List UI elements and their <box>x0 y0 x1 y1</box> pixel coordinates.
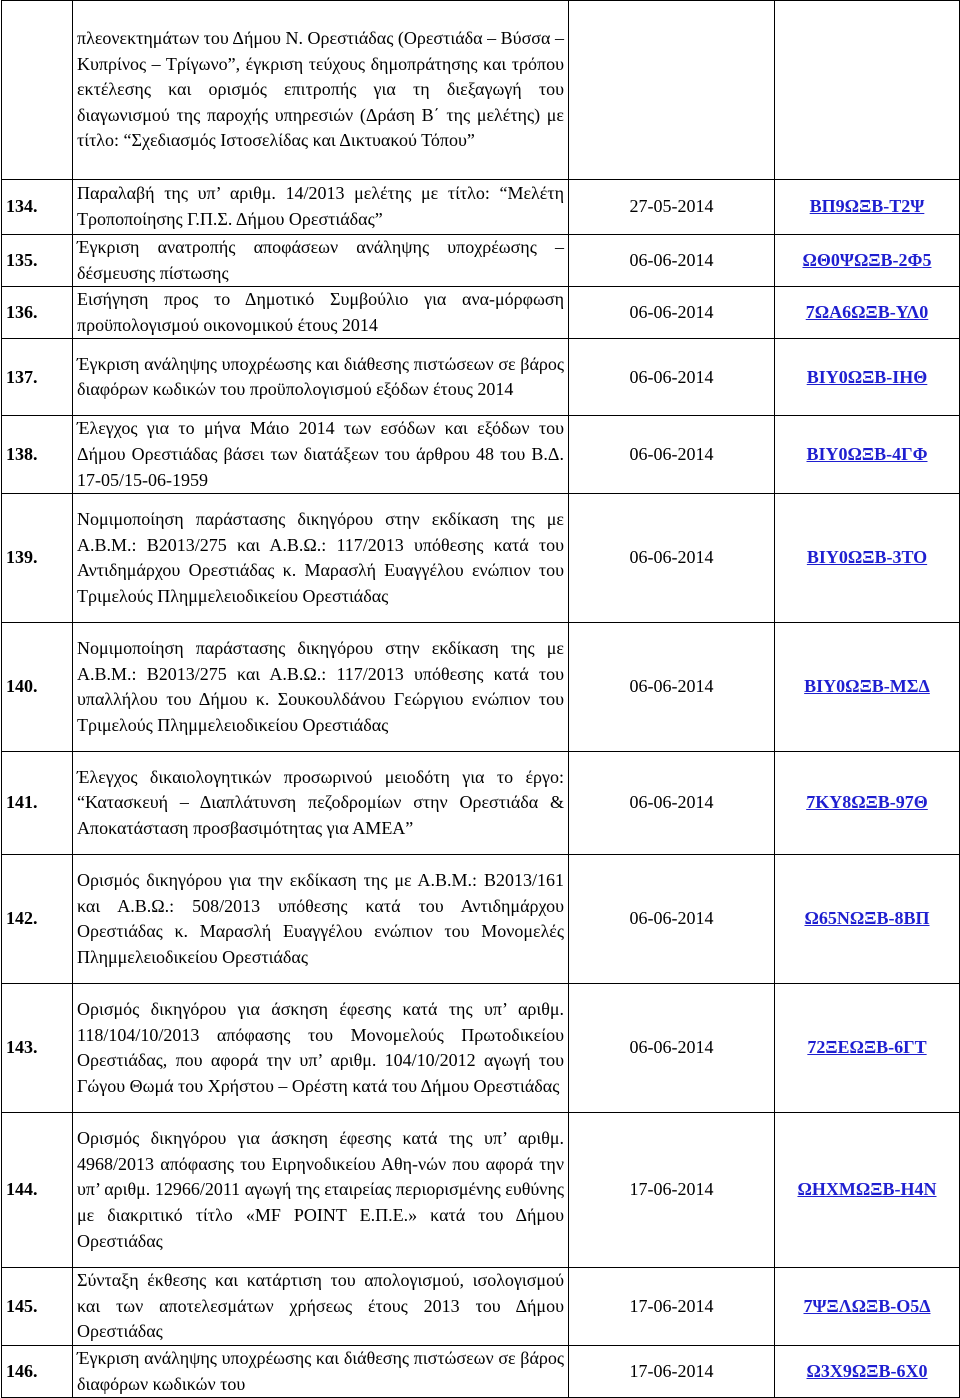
table-row <box>2 1268 960 1346</box>
table-row <box>2 235 960 287</box>
table-row <box>2 752 960 855</box>
decision-number: 139. <box>2 494 73 623</box>
decision-number: 144. <box>2 1113 73 1268</box>
table-row <box>2 180 960 235</box>
decisions-table <box>1 0 960 1398</box>
decision-description: Ορισμός δικηγόρου για άσκηση έφεσης κατά της υπ’ αριθμ. 4968/2013 απόφασης του Ειρηνοδικείου Αθη-νών που αφορά την υπ’ αριθμ. 12966/2011 αγωγή της εταιρείας περιορισμένης ευθύνης με διακριτικό τίτλο «MF POINT Ε.Π.Ε.» κατά του Δήμου Ορεστιάδας <box>73 1113 569 1268</box>
ada-link[interactable]: ΒΙΥ0ΩΞΒ-ΜΣΔ <box>804 676 930 697</box>
decision-number: 141. <box>2 752 73 855</box>
ada-cell <box>775 1268 960 1346</box>
ada-cell <box>775 855 960 984</box>
decision-description: Ορισμός δικηγόρου για την εκδίκαση της με Α.Β.Μ.: Β2013/161 και Α.Β.Ω.: 508/2013 υπόθεσης κατά του Αντιδημάρχου Ορεστιάδας κ. Μαρασλή Ευαγγέλου ενώπιον του Μονομελές Πλημμελειοδικείου Ορεστιάδας <box>73 855 569 984</box>
table-row <box>2 623 960 752</box>
decision-description: Έλεγχος για το μήνα Μάιο 2014 των εσόδων και εξόδων του Δήμου Ορεστιάδας βάσει των διατάξεων του άρθρου 48 του Β.Δ. 17-05/15-06-1959 <box>73 416 569 494</box>
ada-cell <box>775 339 960 416</box>
ada-link[interactable]: Ω65ΝΩΞΒ-8ΒΠ <box>804 908 930 929</box>
ada-cell <box>775 1345 960 1397</box>
decision-number: 145. <box>2 1268 73 1346</box>
ada-cell <box>775 984 960 1113</box>
decision-number: 146. <box>2 1345 73 1397</box>
decision-description: Έλεγχος δικαιολογητικών προσωρινού μειοδότη για το έργο: “Κατασκευή – Διαπλάτυνση πεζοδρομίων στην Ορεστιάδα & Αποκατάσταση προσβασιμότητας για ΑΜΕΑ” <box>73 752 569 855</box>
decision-description: πλεονεκτημάτων του Δήμου Ν. Ορεστιάδας (Ορεστιάδα – Βύσσα – Κυπρίνος – Τρίγωνο”, έγκριση τεύχους δημοπράτησης και τρόπου εκτέλεσης και ορισμός επιτροπής για τη διεξαγωγή του διαγωνισμού της παροχής υπηρεσιών (Δράση Β΄ της μελέτης) με τίτλο: “Σχεδιασμός Ιστοσελίδας και Δικτυακού Τόπου” <box>73 1 569 180</box>
decision-description: Εισήγηση προς το Δημοτικό Συμβούλιο για ανα-μόρφωση προϋπολογισμού οικονομικού έτους 2014 <box>73 287 569 339</box>
decision-date: 06-06-2014 <box>569 623 775 752</box>
decision-date: 06-06-2014 <box>569 235 775 287</box>
decision-number: 134. <box>2 180 73 235</box>
decision-number <box>2 1 73 180</box>
ada-link[interactable]: 72ΞΕΩΞΒ-6ΓΤ <box>807 1037 927 1058</box>
decision-number: 136. <box>2 287 73 339</box>
decision-date: 06-06-2014 <box>569 287 775 339</box>
ada-link[interactable]: 7ΨΞΛΩΞΒ-Ο5Δ <box>803 1295 931 1316</box>
table-row <box>2 1345 960 1397</box>
ada-cell <box>775 494 960 623</box>
table-row <box>2 855 960 984</box>
ada-link[interactable]: 7ΚΥ8ΩΞΒ-97Θ <box>806 792 928 813</box>
ada-link[interactable]: ΒΙΥ0ΩΞΒ-ΙΗΘ <box>806 366 928 387</box>
decision-number: 137. <box>2 339 73 416</box>
table-row <box>2 1 960 180</box>
decision-date: 17-06-2014 <box>569 1113 775 1268</box>
decision-date: 06-06-2014 <box>569 984 775 1113</box>
decision-date: 06-06-2014 <box>569 494 775 623</box>
decision-number: 143. <box>2 984 73 1113</box>
decision-date: 06-06-2014 <box>569 339 775 416</box>
ada-link[interactable]: ΒΙΥ0ΩΞΒ-4ΓΦ <box>806 443 928 464</box>
decision-description: Σύνταξη έκθεσης και κατάρτιση του απολογισμού, ισολογισμού και των αποτελεσμάτων χρήσεως έτους 2013 του Δήμου Ορεστιάδας <box>73 1268 569 1346</box>
decision-date: 17-06-2014 <box>569 1345 775 1397</box>
decision-number: 140. <box>2 623 73 752</box>
table-row <box>2 984 960 1113</box>
decision-date: 17-06-2014 <box>569 1268 775 1346</box>
ada-cell <box>775 287 960 339</box>
decision-date: 06-06-2014 <box>569 752 775 855</box>
ada-link[interactable]: ΩΘ0ΨΩΞΒ-2Φ5 <box>802 249 932 270</box>
decision-date: 27-05-2014 <box>569 180 775 235</box>
decision-date: 06-06-2014 <box>569 855 775 984</box>
ada-cell <box>775 1 960 180</box>
ada-cell <box>775 416 960 494</box>
table-row <box>2 339 960 416</box>
ada-cell <box>775 180 960 235</box>
table-row <box>2 1113 960 1268</box>
decision-number: 138. <box>2 416 73 494</box>
ada-cell <box>775 752 960 855</box>
ada-cell <box>775 1113 960 1268</box>
table-row <box>2 416 960 494</box>
table-row <box>2 287 960 339</box>
ada-cell <box>775 623 960 752</box>
decision-number: 142. <box>2 855 73 984</box>
ada-link[interactable]: ΒΙΥ0ΩΞΒ-3ΤΟ <box>806 547 928 568</box>
decision-description: Ορισμός δικηγόρου για άσκηση έφεσης κατά της υπ’ αριθμ. 118/104/10/2013 απόφασης του Μονομελούς Πρωτοδικείου Ορεστιάδας, που αφορά την υπ’ αριθμ. 104/10/2012 αγωγή του Γώγου Θωμά του Χρήστου – Ορέστη κατά του Δήμου Ορεστιάδας <box>73 984 569 1113</box>
ada-link[interactable]: 7ΩΑ6ΩΞΒ-ΥΛ0 <box>805 301 929 322</box>
decision-number: 135. <box>2 235 73 287</box>
ada-link[interactable]: ΩΗΧΜΩΞΒ-Η4Ν <box>797 1179 937 1200</box>
decision-description: Νομιμοποίηση παράστασης δικηγόρου στην εκδίκαση της με Α.Β.Μ.: Β2013/275 και Α.Β.Ω.: 117/2013 υπόθεσης κατά του υπαλλήλου του Δήμου κ. Σουκουλδάνου Γεώργιου ενώπιον του Τριμελούς Πλημμελειοδικείου Ορεστιάδας <box>73 623 569 752</box>
decision-description: Νομιμοποίηση παράστασης δικηγόρου στην εκδίκαση της με Α.Β.Μ.: Β2013/275 και Α.Β.Ω.: 117/2013 υπόθεσης κατά του Αντιδημάρχου Ορεστιάδας κ. Μαρασλή Ευαγγέλου ενώπιον του Τριμελούς Πλημμελειοδικείου Ορεστιάδας <box>73 494 569 623</box>
table-row <box>2 494 960 623</box>
decision-description: Έγκριση ανάληψης υποχρέωσης και διάθεσης πιστώσεων σε βάρος διαφόρων κωδικών του <box>73 1345 569 1397</box>
decision-date <box>569 1 775 180</box>
decision-date: 06-06-2014 <box>569 416 775 494</box>
ada-cell <box>775 235 960 287</box>
decision-description: Έγκριση ανατροπής αποφάσεων ανάληψης υποχρέωσης – δέσμευσης πίστωσης <box>73 235 569 287</box>
decision-description: Παραλαβή της υπ’ αριθμ. 14/2013 μελέτης με τίτλο: “Μελέτη Τροποποίησης Γ.Π.Σ. Δήμου Ορεστιάδας” <box>73 180 569 235</box>
ada-link[interactable]: Ω3Χ9ΩΞΒ-6Χ0 <box>806 1360 928 1381</box>
decision-description: Έγκριση ανάληψης υποχρέωσης και διάθεσης πιστώσεων σε βάρος διαφόρων κωδικών του προϋπολογισμού εξόδων έτους 2014 <box>73 339 569 416</box>
ada-link[interactable]: ΒΠ9ΩΞΒ-Τ2Ψ <box>809 196 925 217</box>
